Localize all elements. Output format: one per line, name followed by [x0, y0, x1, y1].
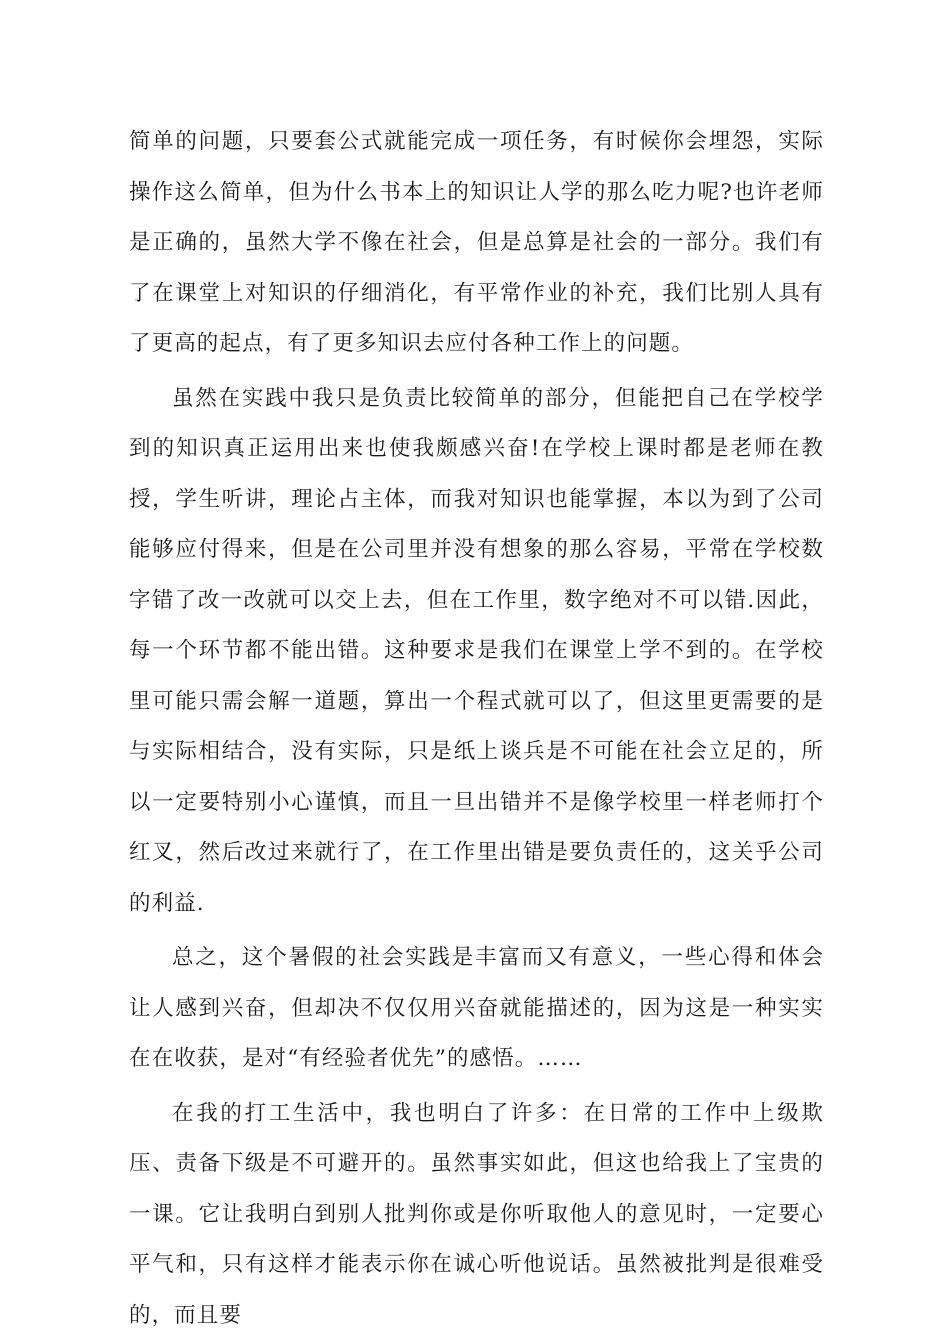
body-text: [129, 117, 824, 1341]
paragraph-work-life: 在我的打工生活中，我也明白了许多：在日常的工作中上级欺压、责备下级是不可避开的。虽然事实如此，但这也给我上了宝贵的一课。它让我明白到别人批判你或是你听取他人的意见时，一定要心平气和，只有这样才能表示你在诚心听他说话。虽然被批判是很难受的，而且要: [129, 1100, 824, 1328]
paragraph-continued: 简单的问题，只要套公式就能完成一项任务，有时候你会埋怨，实际操作这么简单，但为什么书本上的知识让人学的那么吃力呢?也许老师是正确的，虽然大学不像在社会，但是总算是社会的一部分。我们有了在课堂上对知识的仔细消化，有平常作业的补充，我们比别人具有了更高的起点，有了更多知识去应付各种工作上的问题。: [129, 129, 824, 356]
paragraph-practice: 虽然在实践中我只是负责比较简单的部分，但能把自己在学校学到的知识真正运用出来也使我颇感兴奋!在学校上课时都是老师在教授，学生听讲，理论占主体，而我对知识也能掌握，本以为到了公司能够应付得来，但是在公司里并没有想象的那么容易，平常在学校数字错了改一改就可以交上去，但在工作里，数字绝对不可以错.因此，每一个环节都不能出错。这种要求是我们在课堂上学不到的。在学校里可能只需会解一道题，算出一个程式就可以了，但这里更需要的是与实际相结合，没有实际，只是纸上谈兵是不可能在社会立足的，所以一定要特别小心谨慎，而且一旦出错并不是像学校里一样老师打个红叉，然后改过来就行了，在工作里出错是要负责任的，这关乎公司的利益.: [129, 385, 824, 916]
paragraph-summary: 总之，这个暑假的社会实践是丰富而又有意义，一些心得和体会让人感到兴奋，但却决不仅仅用兴奋就能描述的，因为这是一种实实在在收获，是对“有经验者优先”的感悟。……: [129, 945, 824, 1071]
